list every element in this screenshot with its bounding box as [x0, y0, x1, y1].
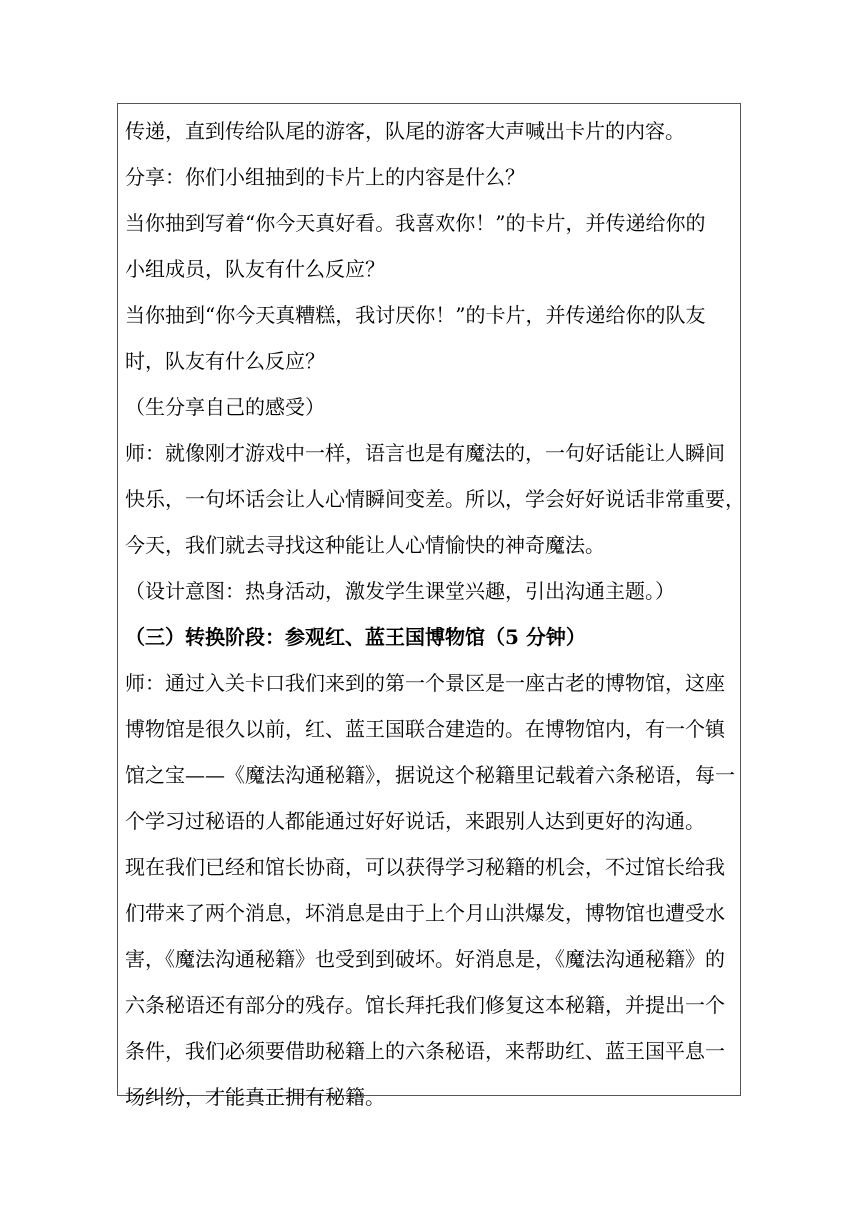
text-line: 现在我们已经和馆长协商，可以获得学习秘籍的机会，不过馆长给我: [125, 855, 725, 879]
text-line: （设计意图：热身活动，激发学生课堂兴趣，引出沟通主题。）: [125, 579, 675, 603]
text-line: 条件，我们必须要借助秘籍上的六条秘语，来帮助红、蓝王国平息一: [125, 1039, 725, 1063]
text-line: 师：通过入关卡口我们来到的第一个景区是一座古老的博物馆，这座: [125, 671, 725, 695]
text-line: 时，队友有什么反应？: [125, 349, 325, 373]
text-line: 们带来了两个消息，坏消息是由于上个月山洪爆发，博物馆也遭受水: [125, 901, 725, 925]
text-line: 小组成员，队友有什么反应？: [125, 257, 385, 281]
text-line: （生分享自己的感受）: [125, 395, 325, 419]
text-line: 当你抽到写着“你今天真好看。我喜欢你！”的卡片，并传递给你的: [125, 211, 706, 235]
text-line: 传递，直到传给队尾的游客，队尾的游客大声喊出卡片的内容。: [125, 119, 685, 143]
text-line: 当你抽到“你今天真糟糕，我讨厌你！”的卡片，并传递给你的队友: [125, 303, 706, 327]
text-line: 个学习过秘语的人都能通过好好说话，来跟别人达到更好的沟通。: [125, 809, 705, 833]
text-line: 师：就像刚才游戏中一样，语言也是有魔法的，一句好话能让人瞬间: [125, 441, 725, 465]
section-heading: （三）转换阶段：参观红、蓝王国博物馆（5 分钟）: [125, 625, 586, 649]
text-line: 六条秘语还有部分的残存。馆长拜托我们修复这本秘籍，并提出一个: [125, 993, 725, 1017]
text-line: 分享：你们小组抽到的卡片上的内容是什么？: [125, 165, 525, 189]
text-line: 害，《魔法沟通秘籍》也受到到破坏。好消息是，《魔法沟通秘籍》的: [125, 947, 725, 971]
text-line: 场纠纷，才能真正拥有秘籍。: [125, 1085, 385, 1109]
text-line: 馆之宝——《魔法沟通秘籍》，据说这个秘籍里记载着六条秘语，每一: [125, 763, 735, 787]
text-line: 今天，我们就去寻找这种能让人心情愉快的神奇魔法。: [125, 533, 605, 557]
document-frame: [117, 103, 745, 1109]
text-line: 博物馆是很久以前，红、蓝王国联合建造的。在博物馆内，有一个镇: [125, 717, 725, 741]
text-line: 快乐，一句坏话会让人心情瞬间变差。所以，学会好好说话非常重要，: [125, 487, 745, 511]
